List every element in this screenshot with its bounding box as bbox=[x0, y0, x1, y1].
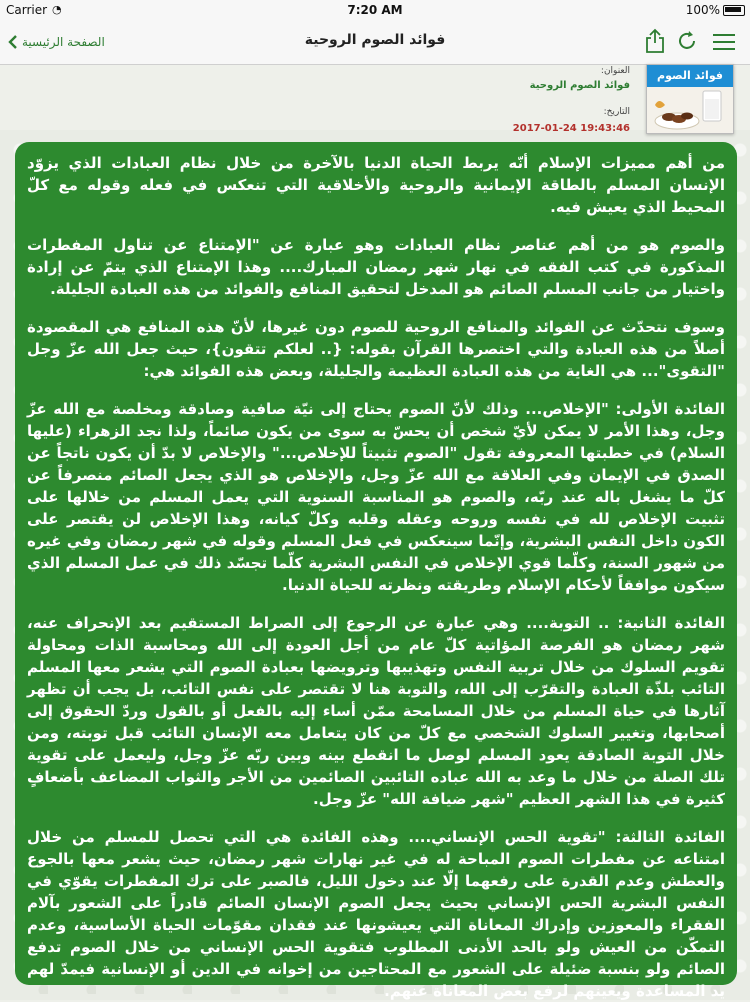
back-button-label: الصفحة الرئيسية bbox=[22, 35, 105, 49]
title-value: فوائد الصوم الروحية bbox=[529, 80, 630, 91]
dates-and-milk-icon bbox=[647, 87, 733, 133]
article-paragraph: الفائدة الأولى: "الإخلاص... وذلك لأنّ الصوم يحتاج إلى نيّة صافية وصادقة ومخلصة مع الله عزّ وجل، وهذا الأمر لا يمكن لأيّ شخص أن يحسّ به سوى من يكون صائماً، ولذا نجد الزهراء (عليها السلام) في خطبتها المعروفة تقول "الصوم تثبيتاً للإخلاص..." والإخلاص لا بدّ أن يكون ناتجاً عن الصدق في الإيمان وفي العلاقة مع الله عزّ وجل، والإخلاص هو الذي يجعل الصائم منصرفاً عن كلّ ما يشغل باله عند ربّه، والصوم هو المناسبة السنوية التي يعمل المسلم من خلالها على تثبيت الإخلاص لله في نفسه وروحه وعقله وقلبه وكلّ كيانه، وهذا الإخلاص لن يقتصر على الكون داخل النفس البشرية، وإنّما سينعكس في فعل المسلم وقوله في شهر رمضان وفي غيره من شهور السنة، وكلّما قوي الإخلاص في النفس البشرية كلّما تجسّد ذلك في عمل المسلم الذي سيكون موافقاً لأحكام الإسلام وطريقته ونظرته للحياة الدنيا. bbox=[27, 400, 725, 594]
title-label: العنوان: bbox=[600, 66, 630, 76]
battery-icon bbox=[723, 5, 745, 16]
article-paragraph: وسوف نتحدّث عن الفوائد والمنافع الروحية للصوم دون غيرها، لأنّ هذه المنافع هي المقصودة أصلاً من هذه العبادة والتي اختصرها القرآن بقوله: {.. لعلكم تتقون}، حيث جعل الله عزّ وجل "التقوى"... هي الغاية من هذه العبادة العظيمة والجليلة، وبعض هذه الفوائد هي: bbox=[27, 318, 725, 380]
article-paragraph: الفائدة الثالثة: "تقوية الحس الإنساني.... وهذه الفائدة هي التي تحصل للمسلم من خلال امتناعه عن مفطرات الصوم المباحة له في غير نهارات شهر رمضان، حيث يشعر معها بالجوع والعطش وعدم القدرة على رفعهما إلّا عند دخول الليل، فالصبر على ترك المفطرات يقوّي في النفس البشرية الحس الإنساني بحيث يجعل الصوم الإنسان الصائم قادراً على الشعور بآلام الفقراء والمعوزين وإدراك المعاناة التي يعيشونها عند فقدان مقوّمات الحياة الأساسية، وعدم التمكّن من العيش ولو بالحد الأدنى المطلوب فتقوية الحس الإنساني من خلال الصوم تدفع الصائم ولو بنسبة ضئيلة على الشعور مع المحتاجين من إخوانه في الدين أو الإنسانية فيمدّ لهم يد المساعدة ويعينهم لرفع بعض المعاناة عنهم. bbox=[27, 828, 725, 1000]
share-button[interactable] bbox=[644, 28, 666, 54]
date-label: التاريخ: bbox=[603, 107, 630, 117]
status-bar bbox=[0, 0, 750, 20]
navigation-bar bbox=[0, 20, 750, 65]
article-meta bbox=[230, 64, 630, 134]
hamburger-menu-icon bbox=[712, 32, 736, 52]
article-paragraph: الفائدة الثانية: .. التوبة.... وهي عبارة عن الرجوع إلى الصراط المستقيم بعد الإنحراف عنه، شهر رمضان هو الفرصة المؤاتية كلّ عام من أجل العودة إلى الله ومحاسبة الذات ومحاولة تقويم السلوك من خلال تربية النفس وتهذيبها وترويضها بعبادة الصوم التي يشعر معها المسلم التائب بلذّة العبادة والتقرّب إلى الله، والتوبة هنا لا تقتصر على نفس التائب، بل يجب أن تظهر آثارها في حياة المسلم من خلال المسامحة ممّن أساء إليه بالفعل أو بالقول وردّ الحقوق إلى أصحابها، وتغيير السلوك الشخصي مع كلّ من كان يتعامل معه الإنسان التائب قبل توبته، ومن خلال التوبة الصادقة يعود المسلم لوصل ما انقطع بينه وبين ربّه عزّ وجل، وليعمل على تقوية تلك الصلة من خلال ما وعد به الله عباده التائبين الصائمين من الأجر والثواب المضاعف بأضعافٍ كثيرة في هذا الشهر العظيم "شهر ضيافة الله" عزّ وجل. bbox=[27, 614, 725, 808]
share-icon bbox=[644, 28, 666, 54]
article-body bbox=[15, 142, 737, 1000]
refresh-button[interactable] bbox=[676, 30, 698, 52]
page-title: فوائد الصوم الروحية bbox=[304, 32, 446, 48]
article-paragraph: من أهم مميزات الإسلام أنّه يربط الحياة الدنيا بالآخرة من خلال نظام العبادات الذي يزوّد الإنسان المسلم بالطاقة الإيمانية والروحية والأخلاقية التي تنعكس في فعله وقوله مع كلّ المحيط الذي يعيش فيه. bbox=[27, 154, 725, 216]
article-thumbnail bbox=[646, 64, 734, 134]
battery-percent: 100% bbox=[685, 3, 720, 17]
article-paragraph: والصوم هو من أهم عناصر نظام العبادات وهو عبارة عن "الإمتناع عن تناول المفطرات المذكورة في كتب الفقه في نهار شهر رمضان المبارك.... وهذا الإمتناع الذي يتمّ عن إرادة واختيار من جانب المسلم الصائم هو المدخل لتحقيق المنافع والفوائد من هذه العبادة الجليلة. bbox=[27, 236, 725, 298]
article-header bbox=[0, 64, 750, 140]
wifi-icon: ◔ bbox=[52, 3, 62, 16]
menu-button[interactable] bbox=[712, 32, 736, 52]
carrier-label: Carrier bbox=[6, 3, 48, 17]
clock: 7:20 AM bbox=[347, 3, 403, 17]
date-value: 2017-01-24 19:43:46 bbox=[512, 123, 630, 134]
refresh-icon bbox=[676, 30, 698, 52]
thumbnail-title: فوائد الصوم bbox=[647, 65, 733, 87]
